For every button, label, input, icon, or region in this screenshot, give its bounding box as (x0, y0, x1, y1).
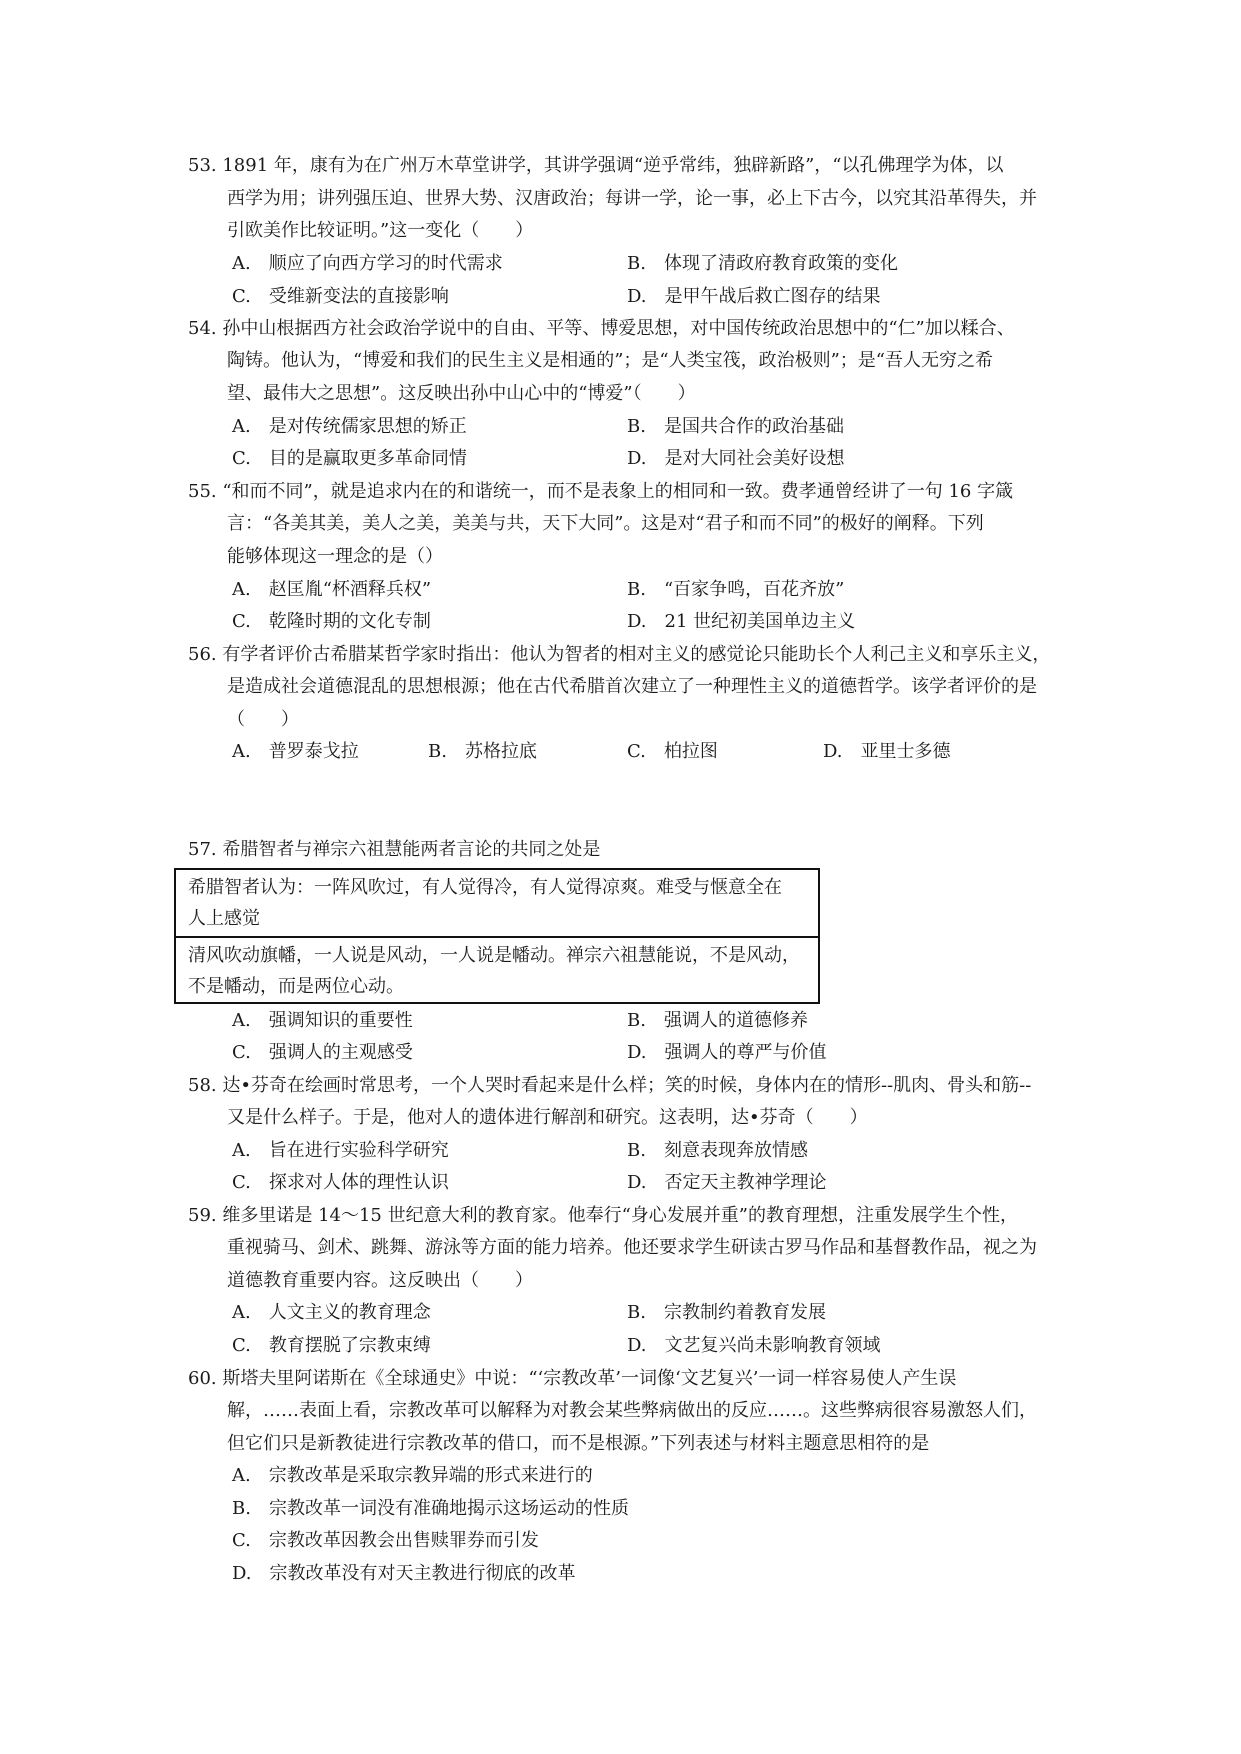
q56-line-1: 56. 有学者评价古希腊某哲学家时指出：他认为智者的相对主义的感觉论只能助长个人利己主义和享乐主义， (188, 644, 1051, 665)
q57-quote-table (174, 868, 820, 1004)
q53-option-b: B. 体现了清政府教育政策的变化 (627, 253, 898, 274)
q58-option-c: C. 探求对人体的理性认识 (232, 1172, 449, 1193)
q59-option-b: B. 宗教制约着教育发展 (627, 1302, 826, 1323)
q53-option-d: D. 是甲午战后救亡图存的结果 (627, 286, 881, 307)
q56-option-d: D. 亚里士多德 (823, 741, 951, 762)
q60-line-2: 解，……表面上看，宗教改革可以解释为对教会某些弊病做出的反应……。这些弊病很容易激怒人们， (227, 1400, 1037, 1421)
q55-option-b: B. “百家争鸣，百花齐放” (627, 579, 845, 600)
q55-line-2: 言：“各美其美，美人之美，美美与共，天下大同”。这是对“君子和而不同”的极好的阐释。下列 (227, 513, 984, 534)
q60-option-b: B. 宗教改革一词没有准确地揭示这场运动的性质 (232, 1498, 629, 1519)
q54-option-d: D. 是对大同社会美好设想 (627, 448, 845, 469)
q57-quote-1-line-1: 希腊智者认为：一阵风吹过，有人觉得冷，有人觉得凉爽。难受与惬意全在 (188, 877, 782, 898)
q53-line-3: 引欧美作比较证明。”这一变化（ ） (227, 220, 534, 241)
q58-option-d: D. 否定天主教神学理论 (627, 1172, 827, 1193)
q54-option-b: B. 是国共合作的政治基础 (627, 416, 844, 437)
q59-option-a: A. 人文主义的教育理念 (232, 1302, 431, 1323)
q57-line-1: 57. 希腊智者与禅宗六祖慧能两者言论的共同之处是 (188, 839, 601, 860)
q59-option-d: D. 文艺复兴尚未影响教育领域 (627, 1335, 881, 1356)
q57-quote-2-line-2: 不是幡动，而是两位心动。 (188, 976, 404, 997)
q54-option-c: C. 目的是赢取更多革命同情 (232, 448, 467, 469)
q55-line-1: 55. “和而不同”，就是追求内在的和谐统一，而不是表象上的相同和一致。费孝通曾经讲了一句 16 字箴 (188, 481, 1014, 502)
q55-option-c: C. 乾隆时期的文化专制 (232, 611, 431, 632)
q56-option-b: B. 苏格拉底 (428, 741, 537, 762)
q53-option-c: C. 受维新变法的直接影响 (232, 286, 449, 307)
q54-option-a: A. 是对传统儒家思想的矫正 (232, 416, 467, 437)
q57-quote-row-2 (176, 936, 818, 1004)
q55-option-a: A. 赵匡胤“杯酒释兵权” (232, 579, 432, 600)
q54-line-1: 54. 孙中山根据西方社会政治学说中的自由、平等、博爱思想，对中国传统政治思想中的“仁”加以糅合、 (188, 318, 1015, 339)
q58-line-1: 58. 达•芬奇在绘画时常思考，一个人哭时看起来是什么样；笑的时候，身体内在的情形--肌肉、骨头和筋-- (188, 1075, 1032, 1096)
q58-option-a: A. 旨在进行实验科学研究 (232, 1140, 449, 1161)
q56-option-c: C. 柏拉图 (627, 741, 718, 762)
q56-line-3: （ ） (227, 709, 299, 730)
q57-option-d: D. 强调人的尊严与价值 (627, 1042, 827, 1063)
q57-option-b: B. 强调人的道德修养 (627, 1010, 808, 1031)
q57-quote-1-line-2: 人上感觉 (188, 908, 260, 929)
q59-line-3: 道德教育重要内容。这反映出（ ） (227, 1270, 533, 1291)
q53-line-1: 53. 1891 年，康有为在广州万木草堂讲学，其讲学强调“逆乎常纬，独辟新路”，“以孔佛理学为体，以 (188, 155, 1004, 176)
q53-line-2: 西学为用；讲列强压迫、世界大势、汉唐政治；每讲一学，论一事，必上下古今，以究其沿革得失，并 (227, 188, 1037, 209)
q57-quote-2-line-1: 清风吹动旗幡，一人说是风动，一人说是幡动。禅宗六祖慧能说，不是风动， (188, 945, 800, 966)
q58-line-2: 又是什么样子。于是，他对人的遗体进行解剖和研究。这表明，达•芬奇（ ） (227, 1107, 868, 1128)
q58-option-b: B. 刻意表现奔放情感 (627, 1140, 808, 1161)
q53-option-a: A. 顺应了向西方学习的时代需求 (232, 253, 503, 274)
q59-option-c: C. 教育摆脱了宗教束缚 (232, 1335, 431, 1356)
q60-line-3: 但它们只是新教徒进行宗教改革的借口，而不是根源。”下列表述与材料主题意思相符的是 (227, 1433, 930, 1454)
q60-option-c: C. 宗教改革因教会出售赎罪券而引发 (232, 1530, 539, 1551)
q60-line-1: 60. 斯塔夫里阿诺斯在《全球通史》中说：“‘宗教改革’一词像‘文艺复兴’一词一样容易使人产生误 (188, 1368, 957, 1389)
q55-option-d: D. 21 世纪初美国单边主义 (627, 611, 856, 632)
q60-option-a: A. 宗教改革是采取宗教异端的形式来进行的 (232, 1465, 593, 1486)
q56-option-a: A. 普罗泰戈拉 (232, 741, 359, 762)
q54-line-2: 陶铸。他认为，“博爱和我们的民生主义是相通的”；是“人类宝筏，政治极则”；是“吾人无穷之希 (227, 350, 994, 371)
q57-quote-row-1 (176, 870, 818, 936)
q57-option-a: A. 强调知识的重要性 (232, 1010, 413, 1031)
q59-line-1: 59. 维多里诺是 14～15 世纪意大利的教育家。他奉行“身心发展并重”的教育理想，注重发展学生个性， (188, 1205, 1018, 1226)
q59-line-2: 重视骑马、剑术、跳舞、游泳等方面的能力培养。他还要求学生研读古罗马作品和基督教作品，视之为 (227, 1237, 1037, 1258)
q54-line-3: 望、最伟大之思想”。这反映出孙中山心中的“博爱”（ ） (227, 383, 696, 404)
q55-line-3: 能够体现这一理念的是（） (227, 546, 443, 567)
q57-option-c: C. 强调人的主观感受 (232, 1042, 413, 1063)
q60-option-d: D. 宗教改革没有对天主教进行彻底的改革 (232, 1563, 576, 1584)
q56-line-2: 是造成社会道德混乱的思想根源；他在古代希腊首次建立了一种理性主义的道德哲学。该学者评价的是 (227, 676, 1037, 697)
